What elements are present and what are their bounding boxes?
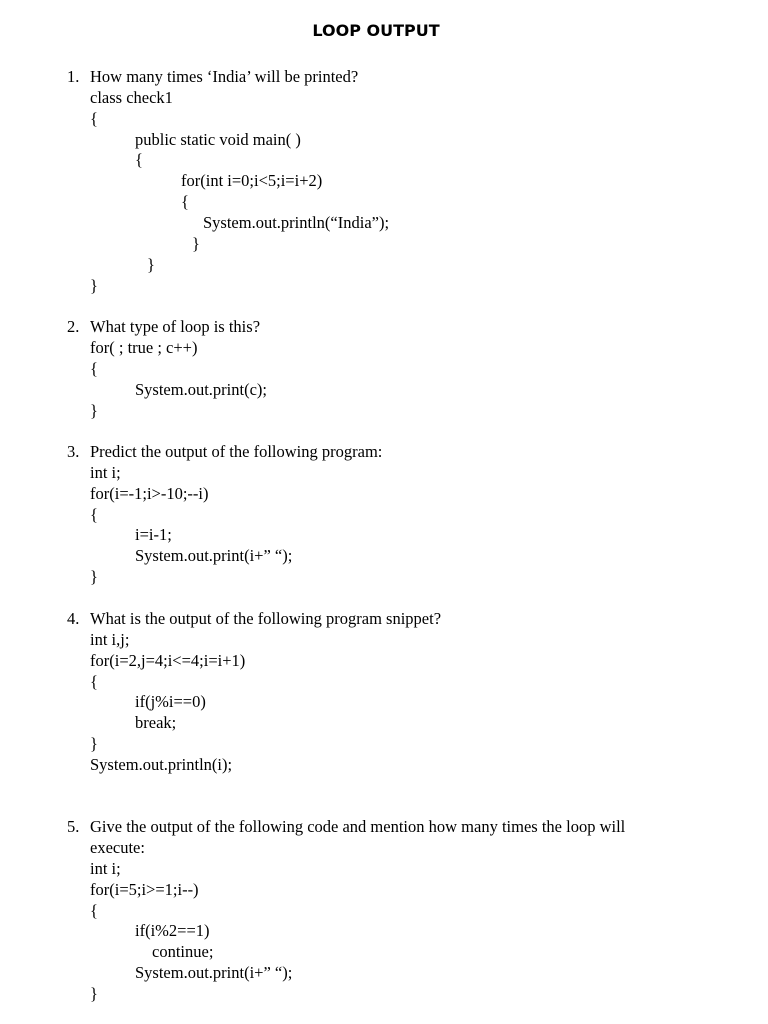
code-line: for( ; true ; c++): [90, 338, 198, 357]
code-line: for(i=2,j=4;i<=4;i=i+1): [90, 651, 246, 670]
code-line: }: [147, 255, 155, 274]
page-title: LOOP OUTPUT: [312, 21, 440, 40]
code-line: }: [192, 234, 200, 253]
code-line: for(i=5;i>=1;i--): [90, 880, 199, 899]
code-line: i=i-1;: [135, 525, 172, 544]
code-line: for(int i=0;i<5;i=i+2): [181, 171, 323, 190]
code-line: if(i%2==1): [135, 921, 210, 940]
code-line: {: [90, 505, 98, 524]
code-line: System.out.println(i);: [90, 755, 233, 774]
question-number: 3.: [67, 442, 80, 461]
code-line: System.out.print(c);: [135, 380, 267, 399]
code-line: int i;: [90, 463, 121, 482]
question-text: Predict the output of the following program:: [90, 442, 383, 461]
code-line: }: [90, 984, 98, 1003]
code-line: {: [90, 672, 98, 691]
code-line: }: [90, 567, 98, 586]
code-line: break;: [135, 713, 177, 732]
code-line: int i;: [90, 859, 121, 878]
code-line: {: [90, 901, 98, 920]
code-line: class check1: [90, 88, 173, 107]
code-line: {: [135, 150, 143, 169]
code-line: {: [181, 192, 189, 211]
question-number: 4.: [67, 609, 80, 628]
code-line: {: [90, 109, 98, 128]
question-text: What is the output of the following program snippet?: [90, 609, 442, 628]
code-line: System.out.println(“India”);: [203, 213, 390, 232]
question-number: 2.: [67, 317, 80, 336]
code-line: {: [90, 359, 98, 378]
code-line: int i,j;: [90, 630, 130, 649]
question-text: What type of loop is this?: [90, 317, 261, 336]
code-line: }: [90, 276, 98, 295]
code-line: public static void main( ): [135, 130, 301, 149]
code-line: }: [90, 401, 98, 420]
code-line: for(i=-1;i>-10;--i): [90, 484, 209, 503]
code-line: System.out.print(i+” “);: [135, 546, 293, 565]
question-number: 5.: [67, 817, 80, 836]
code-line: if(j%i==0): [135, 692, 206, 711]
code-line: }: [90, 734, 98, 753]
question-number: 1.: [67, 67, 80, 86]
code-line: System.out.print(i+” “);: [135, 963, 293, 982]
code-line: continue;: [152, 942, 214, 961]
question-text: Give the output of the following code and mention how many times the loop will execute:: [90, 817, 626, 857]
question-text: How many times ‘India’ will be printed?: [90, 67, 359, 86]
